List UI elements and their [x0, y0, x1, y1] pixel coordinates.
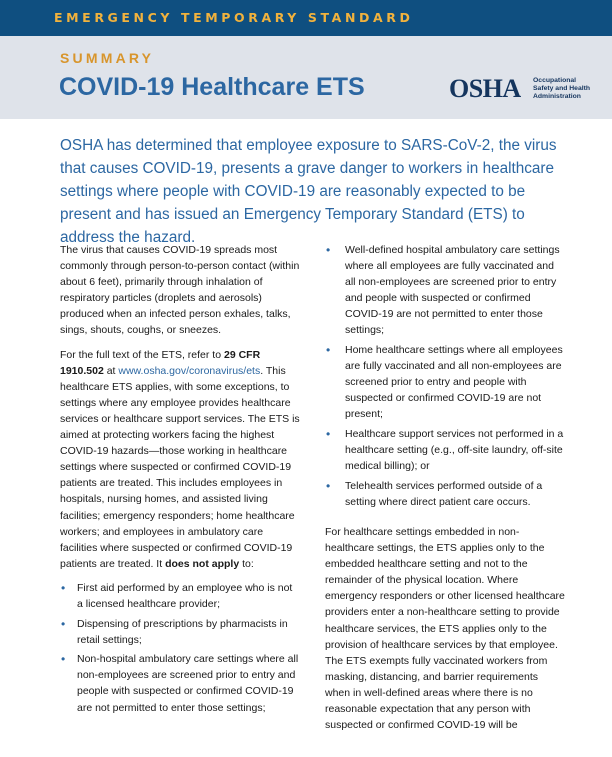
text-span: For the full text of the ETS, refer to — [60, 348, 224, 361]
bullet-icon: • — [326, 478, 331, 493]
bullet-icon: • — [326, 427, 331, 442]
paragraph — [60, 347, 300, 572]
list-item-text: Well-defined hospital ambulatory care settings where all employees are fully vaccinated and all non-employees are screened prior to entry and people with suspected or confirmed COVID-19 are not permitted to enter those settings; — [345, 244, 560, 337]
list-item-text: Dispensing of prescriptions by pharmacists in retail settings; — [77, 617, 288, 646]
logo-subtitle — [533, 77, 593, 102]
header — [0, 36, 612, 119]
paragraph: The virus that causes COVID-19 spreads most commonly through person-to-person contact (within about 6 feet), primarily through inhalation of respiratory particles (droplets and aerosols) produced when an infected person exhales, talks, sings, shouts, coughs, or sneezes. — [60, 244, 300, 337]
bullet-icon: • — [61, 652, 66, 667]
list-item — [60, 651, 300, 715]
emphasis-text: does not apply — [165, 557, 240, 570]
bullet-icon: • — [61, 616, 66, 631]
banner-label: EMERGENCY TEMPORARY STANDARD — [54, 10, 414, 25]
cfr-reference: 29 CFR 1910.502 — [60, 348, 261, 377]
exemption-list — [60, 580, 300, 716]
list-item — [325, 426, 565, 474]
text-span: . This healthcare ETS applies, with some exceptions, to settings where any employee provides healthcare services or healthcare support services. The ETS is aimed at protecting workers facing the highest COVID-19 hazards—those working in healthcare settings where suspected or confirmed COVID-19 patients are treated. This includes employees in hospitals, nursing homes, and assisted living facilities; emergency responders; home healthcare workers; and employees in ambulatory care facilities where suspected or confirmed COVID-19 patients are treated. It — [60, 364, 300, 570]
logo-line: Occupational — [533, 77, 577, 84]
bullet-icon: • — [326, 243, 331, 257]
paragraph: For healthcare settings embedded in non-healthcare settings, the ETS applies only to the embedded healthcare setting and not to the remainder of the physical location. Where emergency responders or other licensed healthcare providers enter a non-healthcare setting to provide healthcare services, the ETS applies only to the provision of healthcare services by that employee. The ETS exempts fully vaccinated workers from masking, distancing, and barrier requirements when in well-defined areas where there is no reasonable expectation that any person with suspected or confirmed COVID-19 will be — [325, 526, 565, 732]
list-item-text: Home healthcare settings where all employees are fully vaccinated and all non-employees are screened prior to entry and people with suspected or confirmed COVID-19 are not present; — [345, 344, 563, 421]
left-column — [60, 242, 300, 722]
intro-paragraph: OSHA has determined that employee exposure to SARS-CoV-2, the virus that causes COVID-19, presents a grave danger to workers in healthcare settings where people with COVID-19 are reasonably expected to be present and has issued an Emergency Temporary Standard (ETS) to address the hazard. — [60, 137, 557, 246]
text-span: at — [103, 364, 119, 377]
page-title: COVID-19 Healthcare ETS — [59, 73, 365, 101]
osha-logo — [449, 74, 589, 108]
list-item-text: Telehealth services performed outside of a setting where direct patient care occurs. — [345, 479, 543, 508]
logo-line: Safety and Health — [533, 85, 591, 93]
list-item — [325, 242, 565, 339]
list-item-text: First aid performed by an employee who is not a licensed healthcare provider; — [77, 581, 293, 610]
right-column — [325, 242, 565, 741]
list-item-text: Healthcare support services not performed in a healthcare setting (e.g., off-site laundry, off-site medical billing); or — [345, 428, 564, 473]
bullet-icon: • — [61, 580, 66, 595]
list-item — [60, 580, 300, 612]
list-item — [60, 616, 300, 648]
logo-wordmark: OSHA — [449, 74, 521, 103]
bullet-icon: • — [326, 343, 331, 358]
exemption-list-continued — [325, 242, 565, 510]
list-item-text: Non-hospital ambulatory care settings where all non-employees are screened prior to entry and people with suspected or confirmed COVID-19 are not permitted to enter those settings; — [77, 653, 299, 714]
top-banner — [0, 0, 612, 36]
list-item — [325, 342, 565, 422]
ets-link[interactable]: www.osha.gov/coronavirus/ets — [118, 364, 261, 377]
list-item — [325, 478, 565, 510]
text-span: to: — [239, 557, 254, 570]
eyebrow-label: SUMMARY — [60, 50, 155, 66]
logo-line: Administration — [533, 93, 581, 101]
